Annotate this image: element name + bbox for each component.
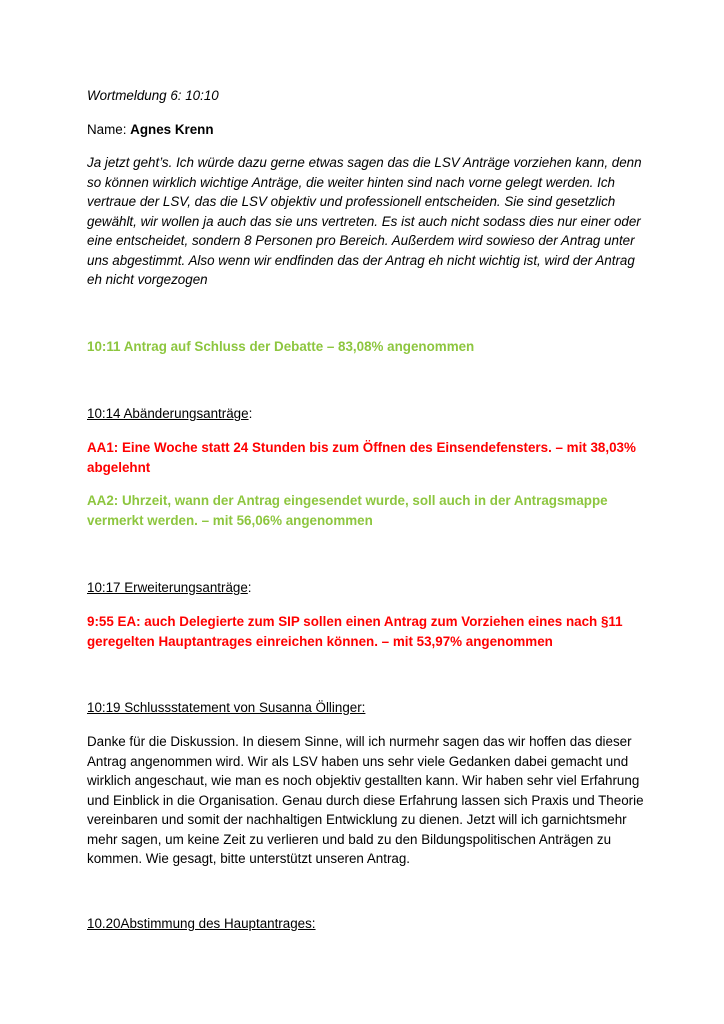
speaker-label: Name: — [87, 122, 131, 137]
speaker-statement: Ja jetzt geht’s. Ich würde dazu gerne etwas sagen das die LSV Anträge vorziehen kann, denn so können wirklich wichtige Anträge, die weiter hinten sind nach vorne gelegt werden. Ich vertraue der LSV, das die LSV objektiv und professionell entscheiden. Sie sind gesetzlich gewählt, wir wollen ja auch das sie uns vertreten. Es ist auch nicht sodass dies nur einer oder eine entscheidet, sondern 8 Personen pro Bereich. Außerdem wird sowieso der Antrag unter uns abgestimmt. Also wenn wir endfinden das der Antrag eh nicht wichtig ist, wird der Antrag eh nicht vorgezogen — [87, 155, 642, 287]
amendment-aa1: AA1: Eine Woche statt 24 Stunden bis zum Öffnen des Einsendefensters. – mit 38,03% abgelehnt — [87, 440, 636, 475]
closing-statement-text: Danke für die Diskussion. In diesem Sinne, will ich nurmehr sagen das wir hoffen das dieser Antrag angenommen wird. Wir als LSV haben uns sehr viele Gedanken dabei gemacht und wirklich angeschaut, wie man es noch objektiv gestallten kann. Wir haben sehr viel Erfahrung und Einblick in die Organisation. Genau durch diese Erfahrung lassen sich Praxis und Theorie vereinbaren und somit der nachhaltigen Entwicklung zu dienen. Jetzt will ich garnichtsmehr mehr sagen, um keine Zeit zu verlieren und bald zu den Bildungspolitischen Anträgen zu kommen. Wie gesagt, bitte unterstützt unseren Antrag. — [87, 734, 644, 866]
extensions-heading-text: 10:17 Erweiterungsanträge — [87, 580, 248, 595]
debate-closure-motion: 10:11 Antrag auf Schluss der Debatte – 83,08% angenommen — [87, 339, 475, 354]
amendments-heading-colon: : — [248, 406, 253, 421]
speaker-line — [87, 120, 647, 140]
amendment-aa2: AA2: Uhrzeit, wann der Antrag eingesendet wurde, soll auch in der Antragsmappe vermerkt werden. – mit 56,06% angenommen — [87, 493, 608, 528]
extensions-heading — [87, 578, 647, 598]
extension-ea: 9:55 EA: auch Delegierte zum SIP sollen einen Antrag zum Vorziehen eines nach §11 geregelten Hauptantrages einreichen können. – mit 53,97% angenommen — [87, 614, 623, 649]
wortmeldung-heading: Wortmeldung 6: 10:10 — [87, 88, 219, 103]
amendments-heading — [87, 404, 647, 424]
closing-statement-heading: 10:19 Schlussstatement von Susanna Öllinger: — [87, 700, 366, 715]
amendments-heading-text: 10:14 Abänderungsanträge — [87, 406, 249, 421]
speaker-name: Agnes Krenn — [130, 122, 214, 137]
vote-heading: 10.20Abstimmung des Hauptantrages: — [87, 916, 316, 931]
extensions-heading-colon: : — [247, 580, 252, 595]
